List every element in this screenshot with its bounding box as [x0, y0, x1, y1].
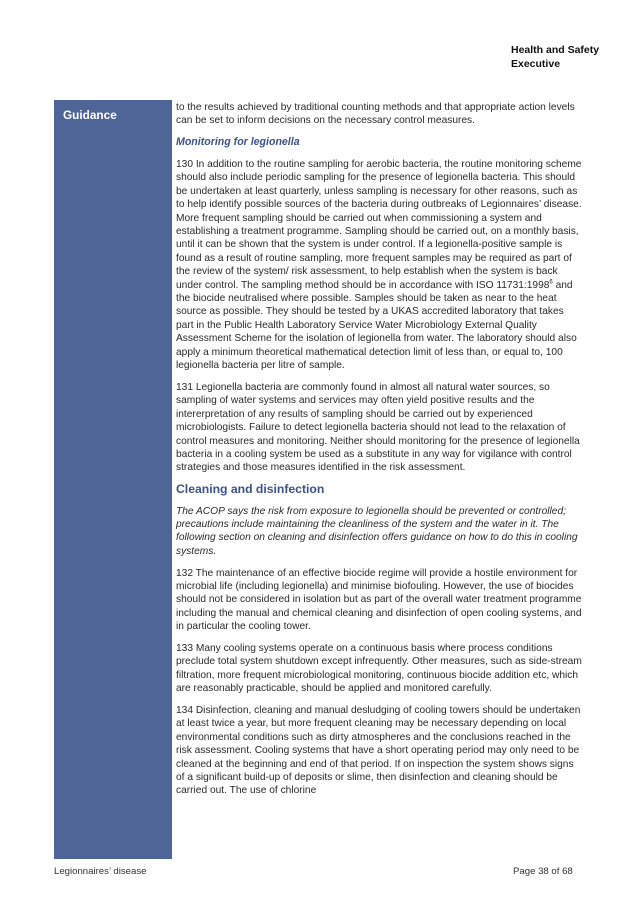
- cleaning-heading: Cleaning and disinfection: [176, 482, 325, 497]
- organisation-name-line2: Executive: [511, 58, 561, 70]
- paragraph-130-part2: and the biocide neutralised where possible. Samples should be taken as near to the heat source as possible. They should be tested by a UKAS accredited laboratory that takes part in the Public Health Laboratory Service Water Microbiology External Quality Assessment Scheme for the isolation of legionella from water. The laboratory should also apply a minimum theoretical mathematical detection limit of less than, or equal to, 100 legionella bacteria per litre of sample.: [176, 279, 577, 372]
- acop-statement: The ACOP says the risk from exposure to legionella should be prevented or controlled; precautions include maintaining the cleanliness of the system and the water in it. The following section on cleaning and disinfection offers guidance on how to do this in cooling systems.: [176, 505, 578, 557]
- monitoring-heading: Monitoring for legionella: [176, 136, 300, 149]
- guidance-sidebar: [54, 100, 172, 859]
- paragraph-133: 133 Many cooling systems operate on a continuous basis where process conditions preclude total system shutdown except infrequently. Other measures, such as side-stream filtration, more frequent microbiological monitoring, continuous biocide addition etc, which are reasonably practicable, should be applied and monitored carefully.: [176, 642, 582, 695]
- paragraph-130-part1: 130 In addition to the routine sampling for aerobic bacteria, the routine monitoring scheme should also include periodic sampling for the presence of legionella bacteria. This should be undertaken at least quarterly, unless sampling is necessary for other reasons, such as to help identify possible sources of the bacteria during outbreaks of Legionnaires’ disease. More frequent sampling should be carried out when commissioning a system and establishing a treatment programme. Sampling should be carried out, on a monthly basis, until it can be shown that the system is under control. If a legionella-positive sample is found as a result of routine sampling, more frequent samples may be required as part of the review of the system/ risk assessment, to help establish when the system is back under control. The sampling method should be in accordance with ISO 11731:1998: [176, 159, 582, 291]
- main-content: [176, 101, 582, 806]
- sidebar-label: Guidance: [63, 108, 117, 122]
- paragraph-131: 131 Legionella bacteria are commonly found in almost all natural water sources, so sampling of water systems and services may often yield positive results and the intererpretation of any results of sampling should be carried out by experienced microbiologists. Failure to detect legionella bacteria should not lead to the relaxation of control measures and monitoring. Neither should monitoring for the presence of legionella bacteria in a cooling system be used as a substitute in any way for vigilance with control strategies and those measures identified in the risk assessment.: [176, 381, 580, 474]
- paragraph-130: [176, 158, 582, 373]
- organisation-name: [511, 43, 599, 71]
- paragraph-132: 132 The maintenance of an effective biocide regime will provide a hostile environment for microbial life (including legionella) and minimise biofouling. However, the use of biocides should not be considered in isolation but as part of the overall water treatment programme including the manual and chemical cleaning and disinfection of open cooling systems, and in particular the cooling tower.: [176, 567, 582, 633]
- footer-document-title: Legionnaires’ disease: [54, 866, 147, 877]
- footer-page-number: Page 38 of 68: [513, 866, 573, 877]
- paragraph-134: 134 Disinfection, cleaning and manual desludging of cooling towers should be undertaken at least twice a year, but more frequent cleaning may be necessary depending on local environmental conditions such as dirty atmospheres and the conclusions reached in the risk assessment. Cooling systems that have a short operating period may only need to be cleaned at the beginning and end of that period. If on inspection the system shows signs of a significant build-up of deposits or slime, then disinfection and cleaning should be carried out. The use of chlorine: [176, 704, 581, 797]
- continued-paragraph: to the results achieved by traditional counting methods and that appropriate action levels can be set to inform decisions on the necessary control measures.: [176, 102, 575, 127]
- organisation-name-line1: Health and Safety: [511, 44, 600, 56]
- reference-superscript: 6: [549, 279, 553, 286]
